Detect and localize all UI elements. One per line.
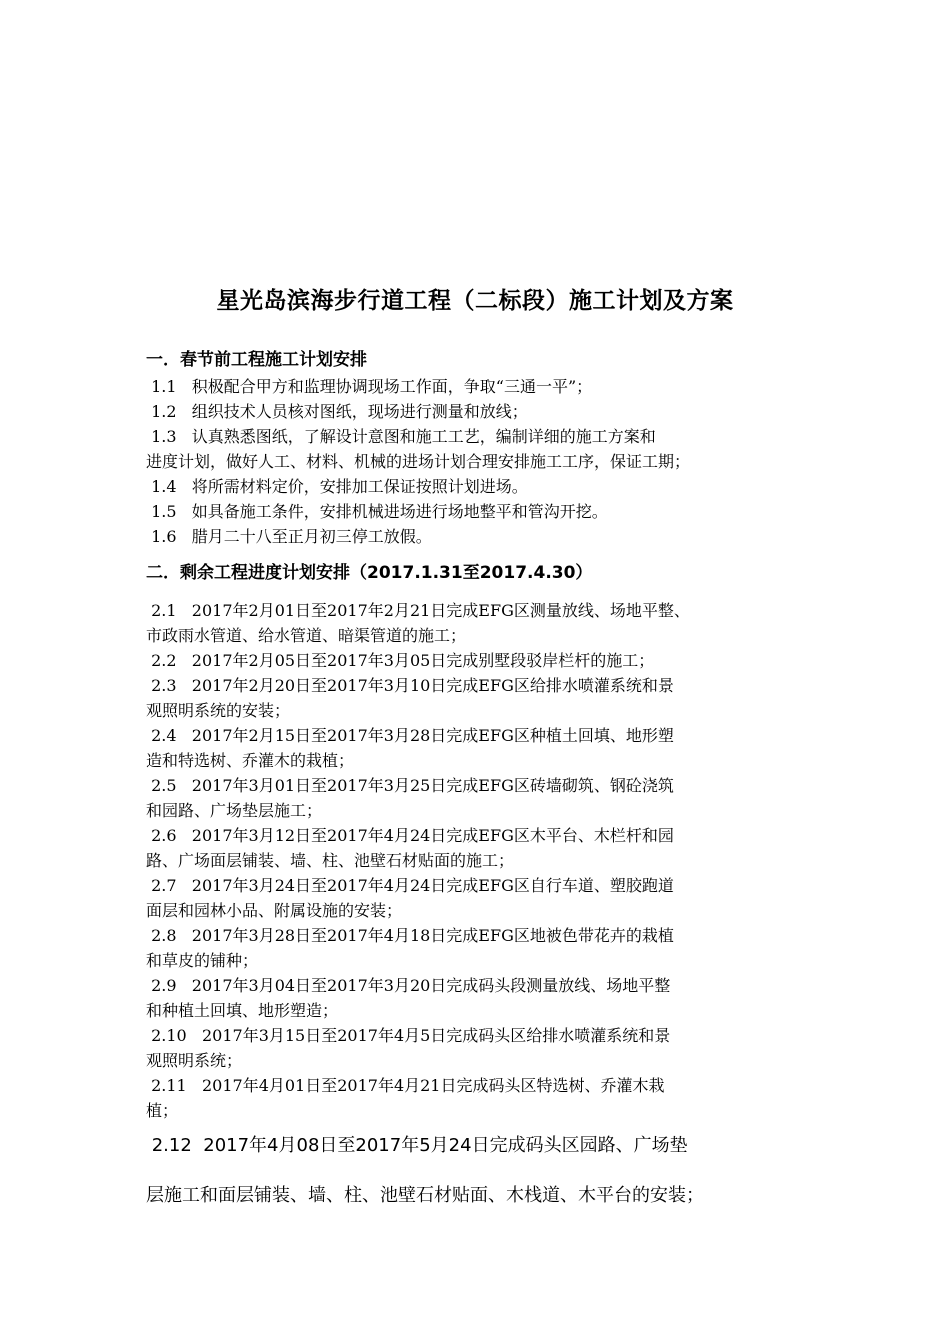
list-item: 2.6 2017年3月12日至2017年4月24日完成EFG区木平台、木栏杆和园: [146, 826, 674, 845]
document-title: 星光岛滨海步行道工程（二标段）施工计划及方案: [216, 288, 734, 314]
section1-heading: 一．春节前工程施工计划安排: [146, 350, 367, 370]
list-item: 1.1 积极配合甲方和监理协调现场工作面，争取“三通一平”；: [146, 377, 593, 396]
list-item-continuation: 和种植土回填、地形塑造；: [146, 1001, 339, 1020]
list-item: 2.11 2017年4月01日至2017年4月21日完成码头区特选树、乔灌木栽: [146, 1076, 665, 1095]
list-item-continuation: 面层和园林小品、附属设施的安装；: [146, 901, 403, 920]
list-item-continuation: 和园路、广场垫层施工；: [146, 801, 323, 820]
list-item: 2.8 2017年3月28日至2017年4月18日完成EFG区地被色带花卉的栽植: [146, 926, 674, 945]
list-item: 2.2 2017年2月05日至2017年3月05日完成别墅段驳岸栏杆的施工；: [146, 651, 655, 670]
list-item: 2.1 2017年2月01日至2017年2月21日完成EFG区测量放线、场地平整、: [146, 601, 690, 620]
list-item: 2.10 2017年3月15日至2017年4月5日完成码头区给排水喷灌系统和景: [146, 1026, 671, 1045]
list-item: 1.5 如具备施工条件，安排机械进场进行场地整平和管沟开挖。: [146, 502, 608, 521]
list-item: 2.5 2017年3月01日至2017年3月25日完成EFG区砖墙砌筑、钢砼浇筑: [146, 776, 674, 795]
list-item-continuation: 和草皮的铺种；: [146, 951, 259, 970]
list-item: 2.7 2017年3月24日至2017年4月24日完成EFG区自行车道、塑胶跑道: [146, 876, 674, 895]
list-item: 1.2 组织技术人员核对图纸，现场进行测量和放线；: [146, 402, 528, 421]
list-item-continuation: 路、广场面层铺装、墙、柱、池壁石材贴面的施工；: [146, 851, 515, 870]
list-item-continuation: 植；: [146, 1101, 179, 1120]
list-item-continuation: 进度计划，做好人工、材料、机械的进场计划合理安排施工工序，保证工期；: [146, 452, 691, 471]
list-item-continuation: 层施工和面层铺装、墙、柱、池壁石材贴面、木栈道、木平台的安装；: [146, 1185, 704, 1206]
section2-heading: 二．剩余工程进度计划安排（2017.1.31至2017.4.30）: [146, 563, 593, 583]
list-item-continuation: 观照明系统的安装；: [146, 701, 291, 720]
list-item: 2.9 2017年3月04日至2017年3月20日完成码头段测量放线、场地平整: [146, 976, 671, 995]
list-item: 1.6 腊月二十八至正月初三停工放假。: [146, 527, 432, 546]
list-item: 2.4 2017年2月15日至2017年3月28日完成EFG区种植土回填、地形塑: [146, 726, 674, 745]
list-item: 2.3 2017年2月20日至2017年3月10日完成EFG区给排水喷灌系统和景: [146, 676, 674, 695]
list-item: 1.4 将所需材料定价，安排加工保证按照计划进场。: [146, 477, 528, 496]
list-item-continuation: 观照明系统；: [146, 1051, 243, 1070]
list-item: 2.12 2017年4月08日至2017年5月24日完成码头区园路、广场垫: [146, 1135, 688, 1156]
list-item-continuation: 造和特选树、乔灌木的栽植；: [146, 751, 355, 770]
list-item-continuation: 市政雨水管道、给水管道、暗渠管道的施工；: [146, 626, 467, 645]
list-item: 1.3 认真熟悉图纸，了解设计意图和施工工艺，编制详细的施工方案和: [146, 427, 656, 446]
